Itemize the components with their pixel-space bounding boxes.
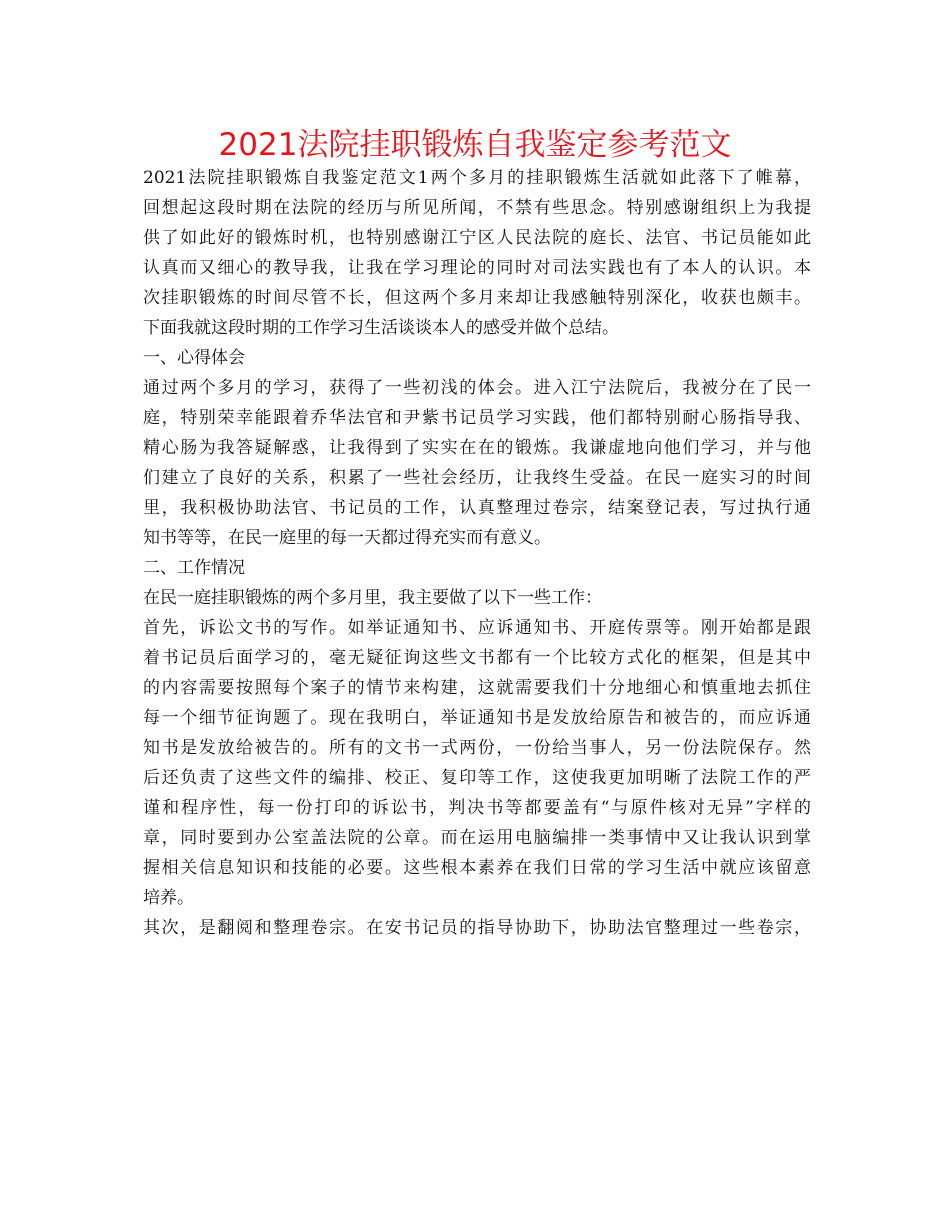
text-line: 庭，特别荣幸能跟着乔华法官和尹紫书记员学习实践，他们都特别耐心肠指导我、	[143, 408, 811, 428]
text-line: 知书是发放给被告的。所有的文书一式两份，一份给当事人，另一份法院保存。然	[143, 738, 811, 758]
text-line: 谨和程序性，每一份打印的诉讼书，判决书等都要盖有“与原件核对无异”字样的	[143, 798, 811, 818]
text-line: 握相关信息知识和技能的必要。这些根本素养在我们日常的学习生活中就应该留意	[143, 858, 811, 878]
text-line: 认真而又细心的教导我，让我在学习理论的同时对司法实践也有了本人的认识。本	[143, 258, 811, 278]
text-line: 培养。	[143, 888, 194, 908]
text-line: 下面我就这段时期的工作学习生活谈谈本人的感受并做个总结。	[143, 318, 619, 338]
text-line: 2021法院挂职锻炼自我鉴定范文1两个多月的挂职锻炼生活就如此落下了帷幕，	[143, 168, 811, 188]
text-line: 次挂职锻炼的时间尽管不长，但这两个多月来却让我感触特别深化，收获也颇丰。	[143, 288, 811, 308]
text-line: 着书记员后面学习的，毫无疑征询这些文书都有一个比较方式化的框架，但是其中	[143, 648, 811, 668]
text-line: 们建立了良好的关系，积累了一些社会经历，让我终生受益。在民一庭实习的时间	[143, 468, 811, 488]
text-line: 其次，是翻阅和整理卷宗。在安书记员的指导协助下，协助法官整理过一些卷宗，	[143, 918, 811, 938]
text-line: 二、工作情况	[143, 558, 245, 578]
text-line: 知书等等，在民一庭里的每一天都过得充实而有意义。	[143, 528, 551, 548]
text-line: 一、心得体会	[143, 348, 245, 368]
text-line: 的内容需要按照每个案子的情节来构建，这就需要我们十分地细心和慎重地去抓住	[143, 678, 811, 698]
document-title: 2021法院挂职锻炼自我鉴定参考范文	[218, 127, 732, 163]
text-line: 后还负责了这些文件的编排、校正、复印等工作，这使我更加明晰了法院工作的严	[143, 768, 811, 788]
text-line: 里，我积极协助法官、书记员的工作，认真整理过卷宗，结案登记表，写过执行通	[143, 498, 811, 518]
text-line: 供了如此好的锻炼时机，也特别感谢江宁区人民法院的庭长、法官、书记员能如此	[143, 228, 811, 248]
text-line: 通过两个多月的学习，获得了一些初浅的体会。进入江宁法院后，我被分在了民一	[143, 378, 811, 398]
text-line: 章，同时要到办公室盖法院的公章。而在运用电脑编排一类事情中又让我认识到掌	[143, 828, 811, 848]
text-line: 每一个细节征询题了。现在我明白，举证通知书是发放给原告和被告的，而应诉通	[143, 708, 811, 728]
text-line: 首先，诉讼文书的写作。如举证通知书、应诉通知书、开庭传票等。刚开始都是跟	[143, 618, 811, 638]
text-line: 在民一庭挂职锻炼的两个多月里，我主要做了以下一些工作：	[143, 588, 602, 608]
text-line: 精心肠为我答疑解惑，让我得到了实实在在的锻炼。我谦虚地向他们学习，并与他	[143, 438, 811, 458]
document-body	[143, 163, 811, 943]
text-line: 回想起这段时期在法院的经历与所见所闻，不禁有些思念。特别感谢组织上为我提	[143, 198, 811, 218]
